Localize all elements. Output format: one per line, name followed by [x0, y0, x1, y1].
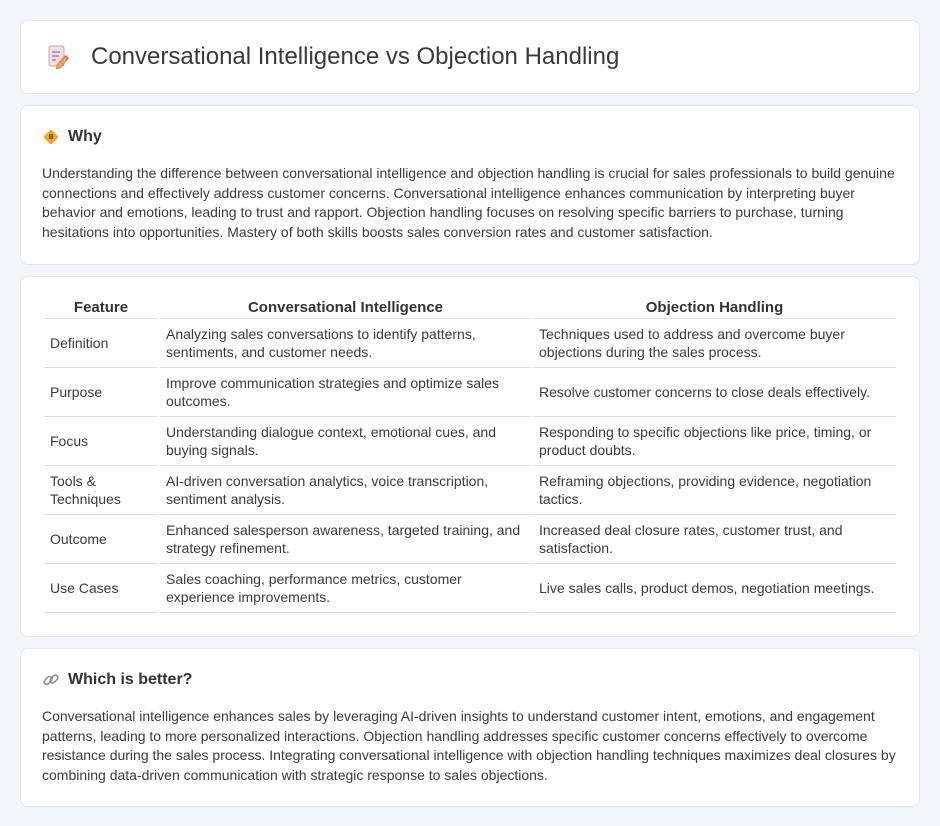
row-oh-value: Resolve customer concerns to close deals effectively.: [533, 368, 896, 417]
table-row: [44, 319, 896, 368]
comparison-table: [42, 297, 898, 613]
row-ci-value: Sales coaching, performance metrics, customer experience improvements.: [160, 564, 531, 613]
row-oh-value: Increased deal closure rates, customer trust, and satisfaction.: [533, 515, 896, 564]
row-oh-value: Responding to specific objections like price, timing, or product doubts.: [533, 417, 896, 466]
row-feature: Use Cases: [44, 564, 158, 613]
document-pencil-icon: [45, 44, 71, 70]
row-ci-value: Understanding dialogue context, emotional cues, and buying signals.: [160, 417, 531, 466]
comparison-table-card: [20, 276, 920, 637]
why-section: [20, 105, 920, 265]
which-is-better-section: [20, 648, 920, 807]
row-feature: Focus: [44, 417, 158, 466]
page-title: Conversational Intelligence vs Objection Handling: [91, 43, 620, 70]
header-card: [20, 20, 920, 94]
diamond-sign-icon: [42, 128, 60, 146]
which-is-better-title: Which is better?: [68, 671, 193, 688]
why-title: Why: [68, 128, 102, 145]
why-text: Understanding the difference between conversational intelligence and objection handling is crucial for sales professionals to build genuine connections and effectively address customer concerns. Conversational intelligence enhances communication by interpreting buyer behavior and emotions, leading to trust and rapport. Objection handling focuses on resolving specific barriers to purchase, turning hesitations into opportunities. Mastery of both skills boosts sales conversion rates and customer satisfaction.: [42, 165, 895, 240]
table-row: [44, 564, 896, 613]
row-feature: Outcome: [44, 515, 158, 564]
header-objection-handling: Objection Handling: [533, 297, 896, 319]
row-ci-value: Analyzing sales conversations to identify patterns, sentiments, and customer needs.: [160, 319, 531, 368]
row-ci-value: Improve communication strategies and optimize sales outcomes.: [160, 368, 531, 417]
row-feature: Tools & Techniques: [44, 466, 158, 515]
table-row: [44, 368, 896, 417]
table-header-row: [44, 297, 896, 319]
row-oh-value: Live sales calls, product demos, negotiation meetings.: [533, 564, 896, 613]
table-row: [44, 515, 896, 564]
row-feature: Definition: [44, 319, 158, 368]
header-conversational-intelligence: Conversational Intelligence: [160, 297, 531, 319]
row-oh-value: Reframing objections, providing evidence, negotiation tactics.: [533, 466, 896, 515]
which-is-better-text: Conversational intelligence enhances sales by leveraging AI-driven insights to understand customer intent, emotions, and engagement patterns, leading to more personalized interactions. Objection handling addresses specific customer concerns effectively to overcome resistance during the sales process. Integrating conversational intelligence with objection handling techniques maximizes deal closures by combining data-driven communication with strategic response to sales objections.: [42, 708, 896, 783]
row-feature: Purpose: [44, 368, 158, 417]
link-icon: [42, 671, 60, 689]
header-feature: Feature: [44, 297, 158, 319]
table-row: [44, 466, 896, 515]
row-ci-value: Enhanced salesperson awareness, targeted training, and strategy refinement.: [160, 515, 531, 564]
row-oh-value: Techniques used to address and overcome buyer objections during the sales process.: [533, 319, 896, 368]
row-ci-value: AI-driven conversation analytics, voice transcription, sentiment analysis.: [160, 466, 531, 515]
table-row: [44, 417, 896, 466]
